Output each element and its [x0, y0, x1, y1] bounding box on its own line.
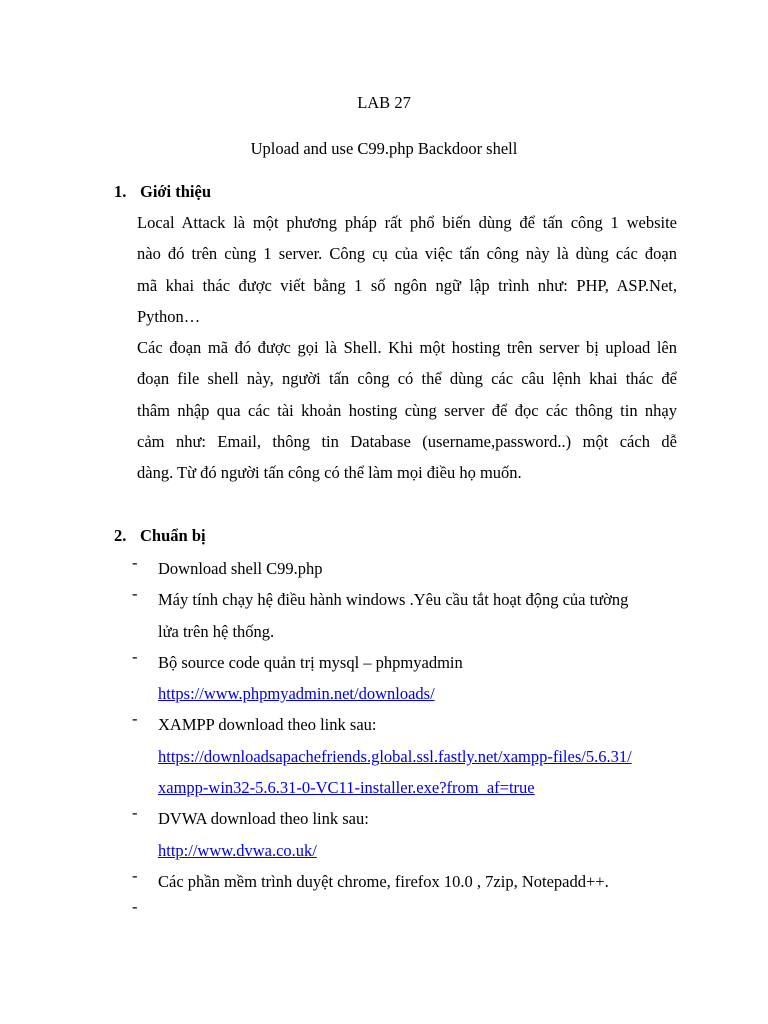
xampp-link-line-2[interactable]: xampp-win32-5.6.31-0-VC11-installer.exe?from_af=true	[158, 778, 535, 798]
list-item	[132, 553, 692, 584]
paragraph-line: thâm nhập qua các tài khoản hosting cùng server để đọc các thông tin nhạy	[137, 400, 677, 420]
intro-paragraph-2	[137, 332, 677, 488]
paragraph-line: cảm như: Email, thông tin Database (username,password..) một cách dễ	[137, 431, 677, 451]
bullet-dash: -	[132, 553, 138, 572]
bullet-dash: -	[132, 646, 138, 666]
bullet-dash: -	[132, 584, 138, 604]
bullet-dash: -	[132, 803, 138, 823]
list-item-text: XAMPP download theo link sau:	[158, 715, 377, 735]
list-item-text: lửa trên hệ thống.	[158, 621, 275, 641]
preparation-list	[132, 553, 692, 929]
paragraph-line: đoạn file shell này, người tấn công có thể dùng các câu lệnh khai thác để	[137, 369, 677, 389]
intro-paragraph-1	[137, 207, 677, 332]
list-item	[132, 709, 692, 803]
list-item	[132, 866, 692, 897]
section-1-number: 1.	[114, 182, 127, 201]
paragraph-line: mã khai thác được viết bằng 1 số ngôn ngữ lập trình như: PHP, ASP.Net,	[137, 275, 677, 295]
section-2-title: Chuẩn bị	[140, 526, 206, 545]
list-item-text: Bộ source code quản trị mysql – phpmyadmin	[158, 652, 463, 672]
list-item-empty	[132, 897, 692, 928]
bullet-dash: -	[132, 897, 138, 917]
dvwa-link[interactable]: http://www.dvwa.co.uk/	[158, 840, 317, 860]
paragraph-line: Các đoạn mã đó được gọi là Shell. Khi một hosting trên server bị upload lên	[137, 338, 677, 357]
section-1-heading	[114, 182, 211, 202]
section-2-number: 2.	[114, 526, 127, 545]
page-title: LAB 27	[357, 93, 411, 112]
phpmyadmin-link[interactable]: https://www.phpmyadmin.net/downloads/	[158, 684, 435, 704]
xampp-link-line-1[interactable]: https://downloadsapachefriends.global.ssl.fastly.net/xampp-files/5.6.31/	[158, 746, 632, 766]
paragraph-line: dàng. Từ đó người tấn công có thể làm mọi điều họ muốn.	[137, 463, 522, 483]
bullet-dash: -	[132, 865, 138, 885]
section-1-title: Giới thiệu	[140, 182, 212, 201]
list-item-text: DVWA download theo link sau:	[158, 809, 369, 829]
page-subtitle: Upload and use C99.php Backdoor shell	[250, 139, 518, 158]
section-2-heading	[114, 526, 206, 546]
paragraph-line: Python…	[137, 306, 201, 326]
list-item	[132, 584, 692, 647]
list-item-text: Các phần mềm trình duyệt chrome, firefox 10.0 , 7zip, Notepadd++.	[158, 871, 609, 891]
list-item-text: Download shell C99.php	[158, 559, 323, 578]
list-item	[132, 647, 692, 710]
list-item	[132, 803, 692, 866]
list-item-text: Máy tính chạy hệ điều hành windows .Yêu cầu tắt hoạt động của tường	[158, 590, 629, 610]
paragraph-line: nào đó trên cùng 1 server. Công cụ của việc tấn công này là dùng các đoạn	[137, 244, 677, 264]
bullet-dash: -	[132, 709, 138, 729]
paragraph-line: Local Attack là một phương pháp rất phổ biến dùng để tấn công 1 website	[137, 213, 677, 232]
